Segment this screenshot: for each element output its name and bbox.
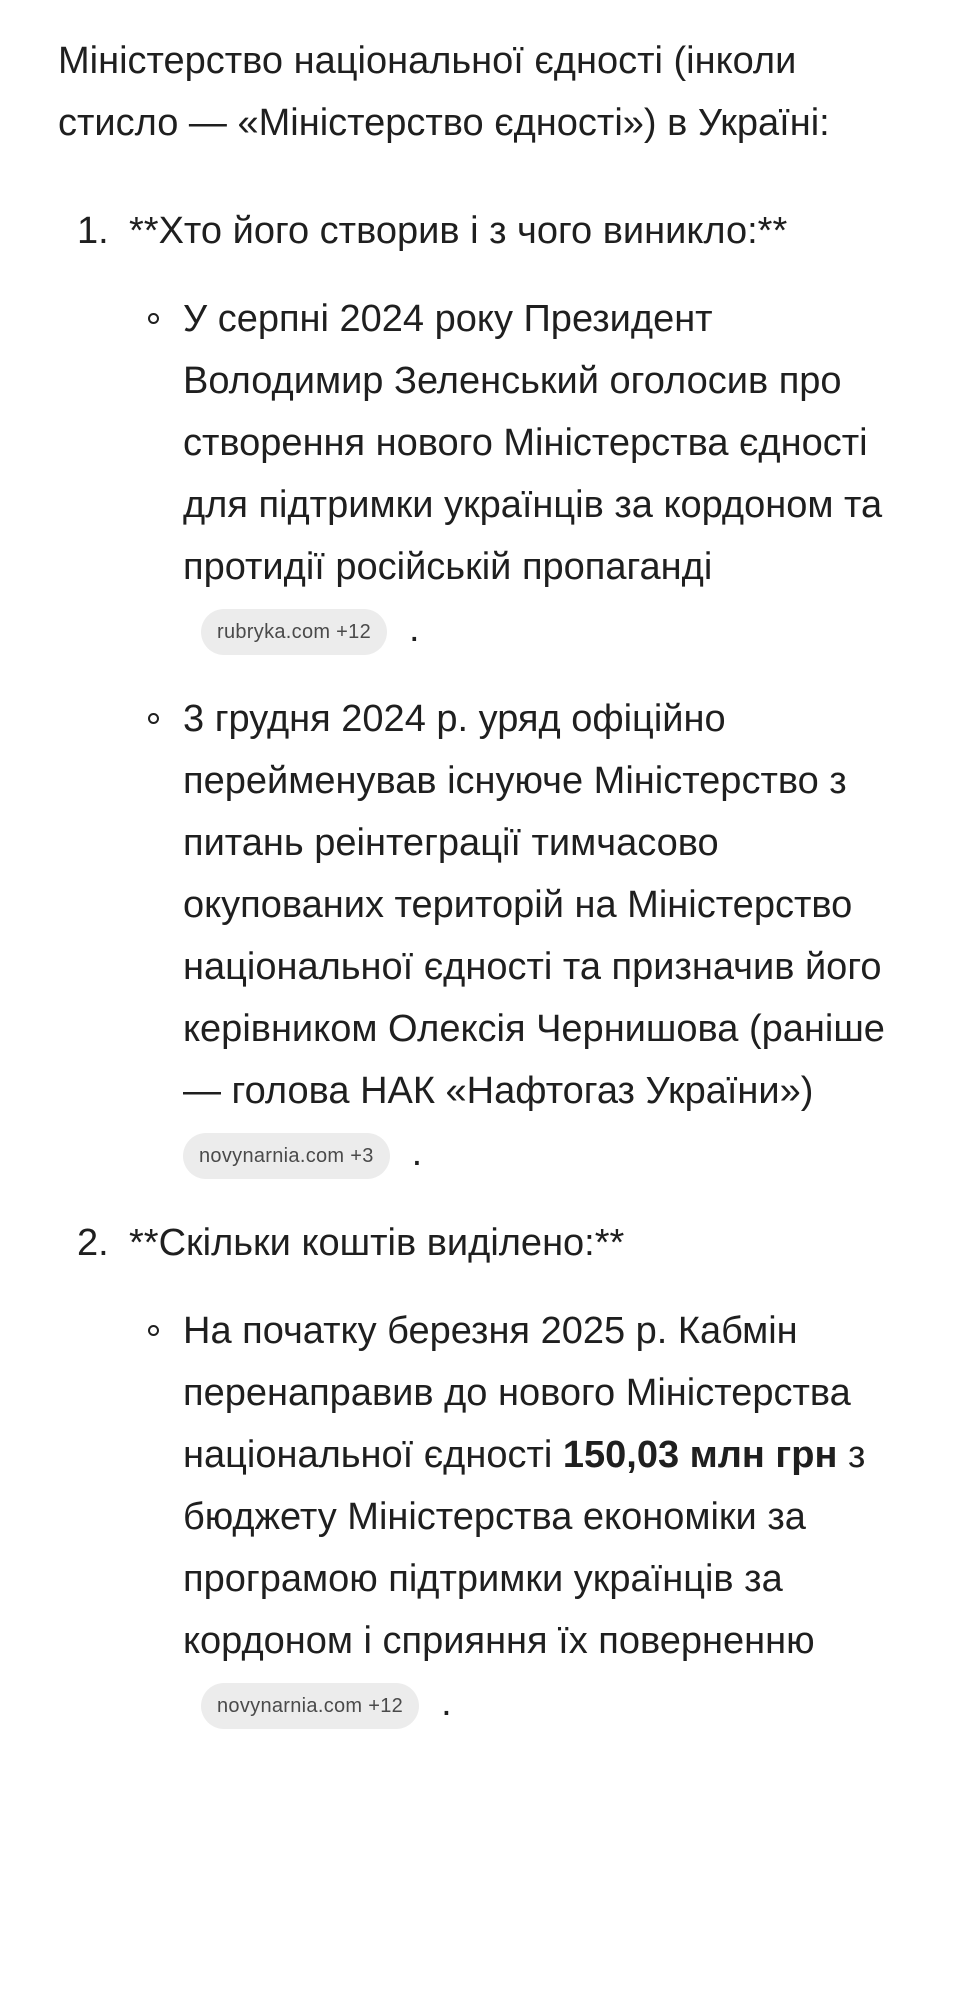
section-2-title: **Скільки коштів виділено:** [129, 1222, 625, 1264]
bullet-text: 3 грудня 2024 р. уряд офіційно перейменував існуюче Міністерство з питань реінтеграції тимчасово окупованих територій на Міністерство національної єдності та призначив його керівником Олексія Чернишова (раніше — голова НАК «Нафтогаз України») [183, 698, 885, 1112]
section-2-bullets [58, 1300, 921, 1734]
source-chip-novynarnia[interactable]: novynarnia.com +12 [201, 1683, 419, 1729]
budget-amount: 150,03 млн грн [562, 1434, 838, 1476]
source-chip-novynarnia[interactable]: novynarnia.com +3 [183, 1133, 390, 1179]
section-1 [58, 200, 921, 1184]
bullet-circle-icon [148, 313, 159, 324]
list-item [58, 288, 921, 660]
bullet-text: У серпні 2024 року Президент Володимир Зеленський оголосив про створення нового Міністерства єдності для підтримки українців за кордоном та протидії російській пропаганді [183, 298, 883, 588]
intro-paragraph: Міністерство національної єдності (інколи стисло — «Міністерство єдності») в Україні: [58, 40, 830, 144]
section-1-number: 1. [77, 210, 109, 252]
section-2-heading [58, 1212, 921, 1274]
section-1-heading [58, 200, 921, 262]
bullet-circle-icon [148, 1325, 159, 1336]
list-item [58, 1300, 921, 1734]
bullet-trail-punctuation: . [411, 1132, 423, 1174]
bullet-trail-punctuation: . [409, 608, 420, 650]
bullet-text-before: На початку березня 2025 р. Кабмін перенаправив до нового Міністерства національної єдності [183, 1310, 851, 1476]
section-1-bullets [58, 288, 921, 1184]
bullet-text-after: з бюджету Міністерства економіки за програмою підтримки українців за кордоном і сприяння їх поверненню [183, 1434, 866, 1662]
section-1-title: **Хто його створив і з чого виникло:** [129, 210, 788, 252]
section-2 [58, 1212, 921, 1734]
section-2-number: 2. [77, 1222, 109, 1264]
bullet-trail-punctuation: . [441, 1682, 452, 1724]
bullet-circle-icon [148, 713, 159, 724]
list-item [58, 688, 921, 1184]
source-chip-rubryka[interactable]: rubryka.com +12 [201, 609, 387, 655]
